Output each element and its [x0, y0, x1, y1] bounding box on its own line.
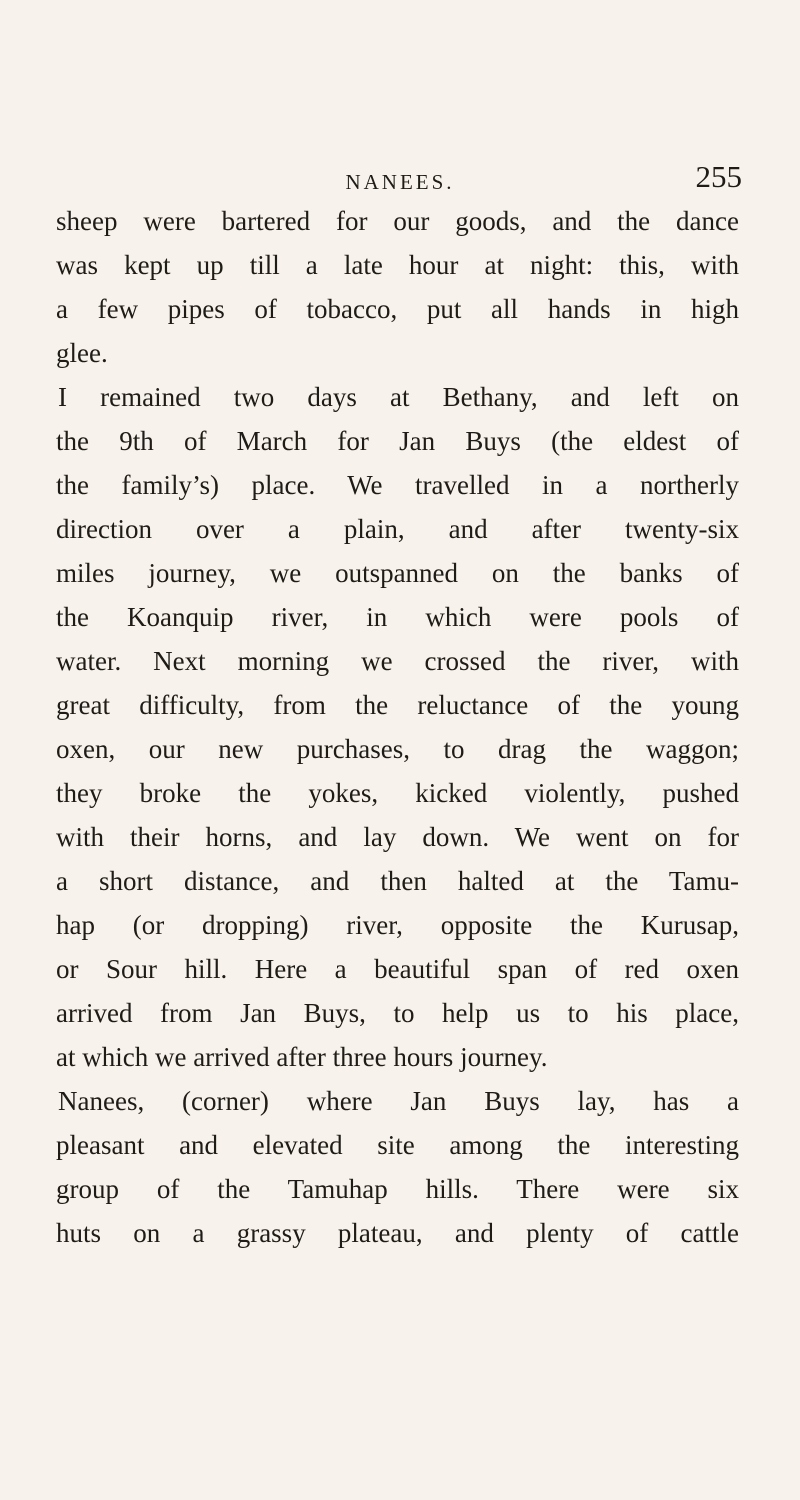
text-line: huts on a grassy plateau, and plenty of cattle [56, 1218, 739, 1248]
text-line: great difficulty, from the reluctance of the young [56, 690, 739, 720]
text-line: direction over a plain, and after twenty-six [56, 514, 739, 544]
text-line: a short distance, and then halted at the Tamu- [56, 866, 739, 896]
running-title: NANEES. [345, 170, 455, 194]
text-line: arrived from Jan Buys, to help us to his place, [56, 998, 739, 1028]
text-line: pleasant and elevated site among the interesting [56, 1130, 739, 1160]
text-line: at which we arrived after three hours journey. [56, 1042, 548, 1072]
text-line: miles journey, we outspanned on the banks of [56, 558, 739, 588]
text-line: the 9th of March for Jan Buys (the eldest of [56, 426, 739, 456]
page-number: 255 [695, 159, 742, 194]
body-text [56, 199, 739, 1255]
text-line: the Koanquip river, in which were pools of [56, 602, 739, 632]
text-line: the family’s) place. We travelled in a northerly [56, 470, 739, 500]
text-line: group of the Tamuhap hills. There were six [56, 1174, 739, 1204]
text-line: water. Next morning we crossed the river, with [56, 646, 739, 676]
text-line: was kept up till a late hour at night: this, with [56, 250, 739, 280]
text-line: glee. [56, 338, 108, 368]
text-line: with their horns, and lay down. We went on for [56, 822, 739, 852]
text-line: they broke the yokes, kicked violently, pushed [56, 778, 739, 808]
text-line: hap (or dropping) river, opposite the Kurusap, [56, 910, 739, 940]
text-line: oxen, our new purchases, to drag the waggon; [56, 734, 739, 764]
text-line: sheep were bartered for our goods, and the dance [56, 206, 739, 236]
paragraph-start-line: Nanees, (corner) where Jan Buys lay, has a [58, 1086, 739, 1116]
text-line: a few pipes of tobacco, put all hands in high [56, 294, 739, 324]
paragraph-start-line: I remained two days at Bethany, and left on [58, 382, 739, 412]
text-line: or Sour hill. Here a beautiful span of red oxen [56, 954, 739, 984]
running-header [0, 160, 800, 200]
